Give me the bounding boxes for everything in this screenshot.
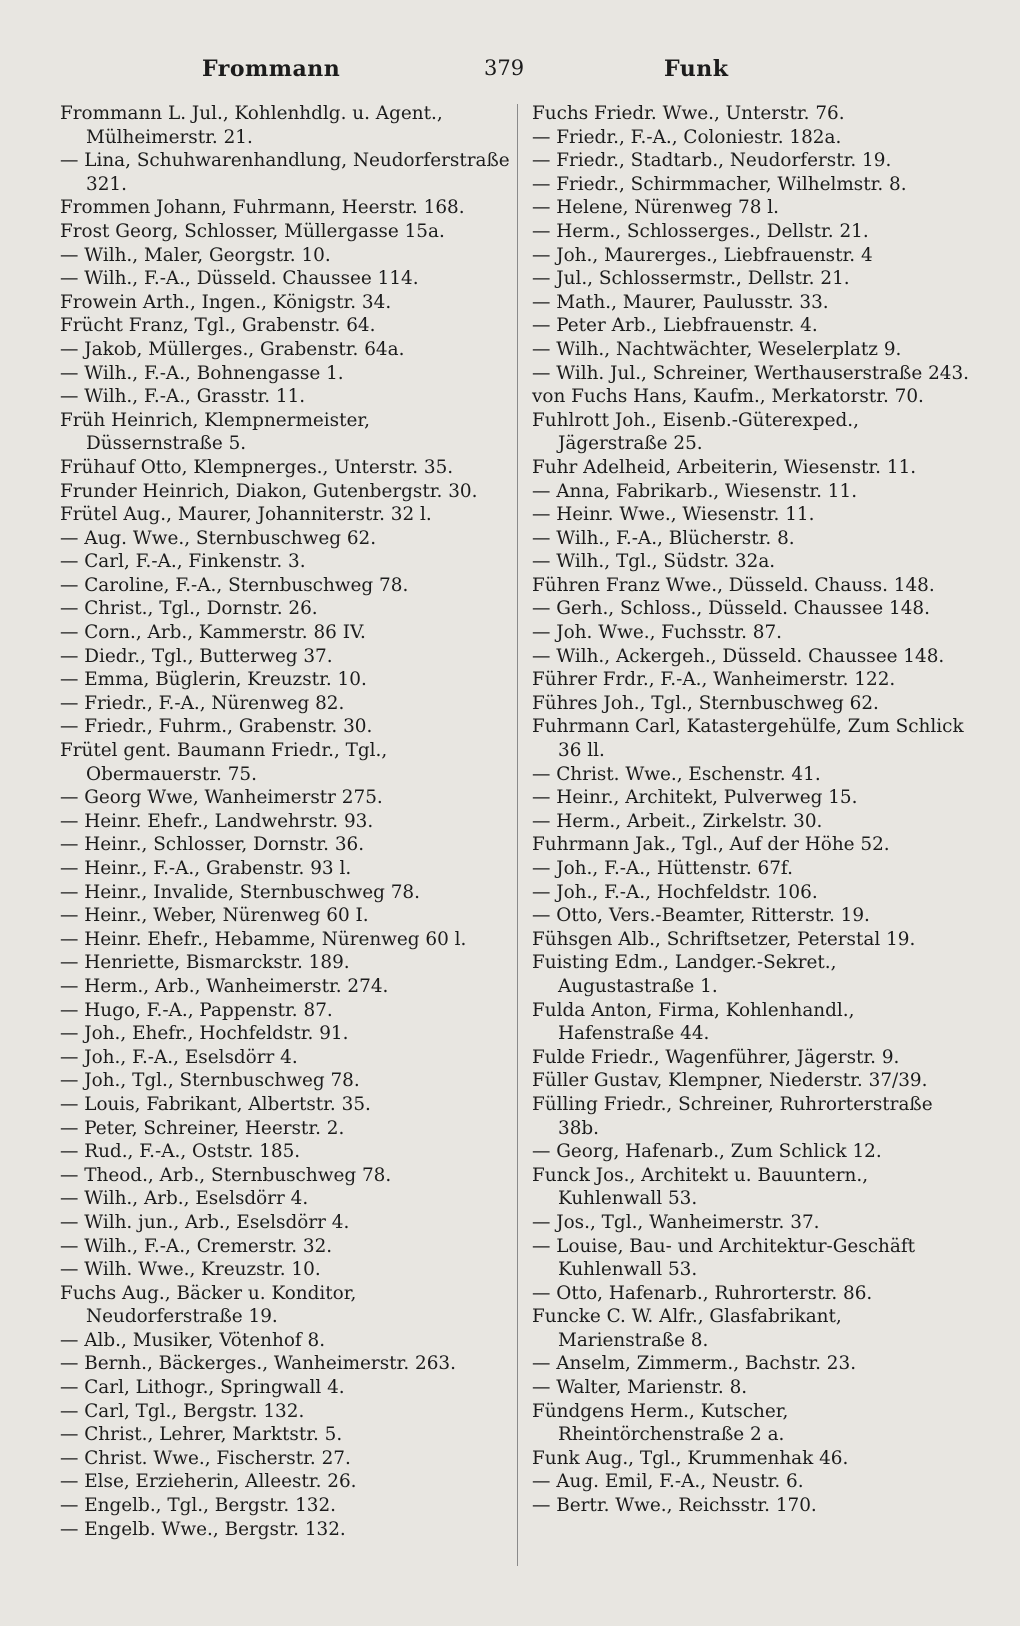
directory-entry: — Christ., Lehrer, Marktstr. 5. xyxy=(60,1424,343,1446)
directory-entry: — Joh. Wwe., Fuchsstr. 87. xyxy=(532,622,783,644)
directory-entry: — Christ., Tgl., Dornstr. 26. xyxy=(60,598,318,620)
directory-entry: — Emma, Büglerin, Kreuzstr. 10. xyxy=(60,669,367,691)
directory-entry: — Heinr., Weber, Nürenweg 60 I. xyxy=(60,905,369,927)
directory-entry: — Hugo, F.-A., Pappenstr. 87. xyxy=(60,999,333,1021)
directory-entry: Funcke C. W. Alfr., Glasfabrikant, Marienstraße 8. xyxy=(532,1306,842,1351)
directory-entry: — Louis, Fabrikant, Albertstr. 35. xyxy=(60,1093,371,1115)
directory-entry: Fühsgen Alb., Schriftsetzer, Peterstal 19. xyxy=(532,928,916,950)
header-right-keyword: Funk xyxy=(664,56,729,82)
directory-entry: — Wilh., F.-A., Bohnengasse 1. xyxy=(60,362,344,384)
directory-entry: Funk Aug., Tgl., Krummenhak 46. xyxy=(532,1447,849,1469)
directory-entry: — Jakob, Müllerges., Grabenstr. 64a. xyxy=(60,338,405,360)
directory-entry: — Heinr., Schlosser, Dornstr. 36. xyxy=(60,834,365,856)
left-column xyxy=(60,102,510,1541)
directory-entry: Frütel gent. Baumann Friedr., Tgl., Obermauerstr. 75. xyxy=(60,740,388,785)
directory-entry: — Lina, Schuhwarenhandlung, Neudorferstraße 321. xyxy=(60,150,510,195)
directory-entry: Frommen Johann, Fuhrmann, Heerstr. 168. xyxy=(60,197,465,219)
directory-entry: — Gerh., Schloss., Düsseld. Chaussee 148. xyxy=(532,598,930,620)
directory-entry: — Louise, Bau- und Architektur-Geschäft Kuhlenwall 53. xyxy=(532,1235,916,1281)
directory-entry: Fülling Friedr., Schreiner, Ruhrorterstraße 38b. xyxy=(532,1093,933,1139)
directory-entry: — Otto, Hafenarb., Ruhrorterstr. 86. xyxy=(532,1282,873,1304)
directory-entry: — Diedr., Tgl., Butterweg 37. xyxy=(60,645,333,667)
directory-entry: Fuisting Edm., Landger.-Sekret., Augustastraße 1. xyxy=(532,952,837,997)
directory-entry: — Bertr. Wwe., Reichsstr. 170. xyxy=(532,1495,817,1517)
directory-entry: — Aug. Wwe., Sternbuschweg 62. xyxy=(60,527,377,549)
directory-entry: — Rud., F.-A., Oststr. 185. xyxy=(60,1141,301,1163)
directory-entry: Früh Heinrich, Klempnermeister, Düssernstraße 5. xyxy=(60,409,371,455)
directory-entry: — Jos., Tgl., Wanheimerstr. 37. xyxy=(532,1211,820,1233)
directory-entry: — Carl, Tgl., Bergstr. 132. xyxy=(60,1400,305,1422)
directory-entry: Funck Jos., Architekt u. Bauuntern., Kuhlenwall 53. xyxy=(532,1164,869,1210)
right-column xyxy=(532,102,972,1518)
directory-entry: — Wilh., Tgl., Südstr. 32a. xyxy=(532,551,776,573)
directory-entry: — Wilh., Ackergeh., Düsseld. Chaussee 148. xyxy=(532,645,945,667)
directory-entry: — Friedr., Fuhrm., Grabenstr. 30. xyxy=(60,716,373,738)
directory-entry: — Henriette, Bismarckstr. 189. xyxy=(60,952,350,974)
directory-entry: — Herm., Schlosserges., Dellstr. 21. xyxy=(532,220,869,242)
directory-entry: — Alb., Musiker, Vötenhof 8. xyxy=(60,1329,326,1351)
directory-entry: — Friedr., F.-A., Nürenweg 82. xyxy=(60,692,345,714)
directory-entry: — Wilh., F.-A., Grasstr. 11. xyxy=(60,386,306,408)
directory-entry: — Wilh., F.-A., Düsseld. Chaussee 114. xyxy=(60,268,419,290)
directory-entry: — Jul., Schlossermstr., Dellstr. 21. xyxy=(532,268,850,290)
directory-entry: Führen Franz Wwe., Düsseld. Chauss. 148. xyxy=(532,574,935,596)
directory-entry: Fuhrmann Carl, Katastergehülfe, Zum Schlick 36 ll. xyxy=(532,716,964,762)
directory-entry: Frücht Franz, Tgl., Grabenstr. 64. xyxy=(60,315,376,337)
directory-entry: — Otto, Vers.-Beamter, Ritterstr. 19. xyxy=(532,905,870,927)
directory-entry: Fuchs Aug., Bäcker u. Konditor, Neudorferstraße 19. xyxy=(60,1282,357,1328)
directory-entry: Führes Joh., Tgl., Sternbuschweg 62. xyxy=(532,692,879,714)
directory-entry: Frühauf Otto, Klempnerges., Unterstr. 35. xyxy=(60,456,454,478)
directory-entry: — Wilh., Nachtwächter, Weselerplatz 9. xyxy=(532,338,902,360)
directory-entry: Frommann L. Jul., Kohlenhdlg. u. Agent., Mülheimerstr. 21. xyxy=(60,103,443,148)
directory-entry: — Carl, F.-A., Finkenstr. 3. xyxy=(60,551,306,573)
directory-entry: Fulda Anton, Firma, Kohlenhandl., Hafenstraße 44. xyxy=(532,999,855,1045)
directory-entry: — Wilh., F.-A., Blücherstr. 8. xyxy=(532,527,795,549)
directory-entry: — Joh., F.-A., Eselsdörr 4. xyxy=(60,1046,298,1068)
directory-entry: — Wilh., F.-A., Cremerstr. 32. xyxy=(60,1235,333,1257)
directory-entry: Fuhr Adelheid, Arbeiterin, Wiesenstr. 11. xyxy=(532,456,917,478)
directory-entry: Frütel Aug., Maurer, Johanniterstr. 32 l. xyxy=(60,504,432,526)
directory-entry: — Heinr., Invalide, Sternbuschweg 78. xyxy=(60,881,420,903)
directory-entry: — Wilh. Wwe., Kreuzstr. 10. xyxy=(60,1259,321,1281)
directory-entry: — Carl, Lithogr., Springwall 4. xyxy=(60,1377,345,1399)
directory-entry: — Herm., Arbeit., Zirkelstr. 30. xyxy=(532,810,823,832)
directory-entry: — Friedr., Schirmmacher, Wilhelmstr. 8. xyxy=(532,173,907,195)
directory-entry: — Aug. Emil, F.-A., Neustr. 6. xyxy=(532,1471,804,1493)
page-header xyxy=(0,56,1020,88)
directory-entry: — Math., Maurer, Paulusstr. 33. xyxy=(532,291,829,313)
directory-entry: Fuhlrott Joh., Eisenb.-Güterexped., Jägerstraße 25. xyxy=(532,409,859,455)
directory-entry: Fuchs Friedr. Wwe., Unterstr. 76. xyxy=(532,103,845,124)
directory-entry: von Fuchs Hans, Kaufm., Merkatorstr. 70. xyxy=(532,386,924,408)
directory-entry: — Heinr., F.-A., Grabenstr. 93 l. xyxy=(60,858,352,879)
header-left-keyword: Frommann xyxy=(202,56,341,82)
directory-entry: — Peter Arb., Liebfrauenstr. 4. xyxy=(532,315,818,337)
directory-entry: — Christ. Wwe., Eschenstr. 41. xyxy=(532,763,821,785)
directory-entry: — Joh., Tgl., Sternbuschweg 78. xyxy=(60,1070,360,1092)
directory-entry: — Christ. Wwe., Fischerstr. 27. xyxy=(60,1447,351,1469)
directory-entry: — Caroline, F.-A., Sternbuschweg 78. xyxy=(60,574,409,596)
directory-entry: — Wilh. jun., Arb., Eselsdörr 4. xyxy=(60,1211,350,1233)
page-number: 379 xyxy=(484,56,525,80)
directory-entry: — Engelb., Tgl., Bergstr. 132. xyxy=(60,1495,337,1517)
directory-entry: Frost Georg, Schlosser, Müllergasse 15a. xyxy=(60,220,445,242)
directory-entry: — Joh., Ehefr., Hochfeldstr. 91. xyxy=(60,1023,349,1045)
directory-entry: — Anselm, Zimmerm., Bachstr. 23. xyxy=(532,1353,857,1375)
directory-entry: — Georg Wwe, Wanheimerstr 275. xyxy=(60,787,383,809)
directory-entry: — Wilh., Maler, Georgstr. 10. xyxy=(60,244,331,266)
directory-entry: — Wilh., Arb., Eselsdörr 4. xyxy=(60,1188,309,1210)
directory-entry: — Heinr. Ehefr., Landwehrstr. 93. xyxy=(60,810,374,832)
directory-entry: — Engelb. Wwe., Bergstr. 132. xyxy=(60,1518,346,1540)
directory-entry: Führer Frdr., F.-A., Wanheimerstr. 122. xyxy=(532,669,896,691)
directory-entry: — Georg, Hafenarb., Zum Schlick 12. xyxy=(532,1141,882,1163)
directory-entry: — Helene, Nürenweg 78 l. xyxy=(532,197,780,219)
directory-entry: — Herm., Arb., Wanheimerstr. 274. xyxy=(60,975,389,997)
directory-entry: — Joh., F.-A., Hochfeldstr. 106. xyxy=(532,881,818,903)
directory-entry: — Joh., Maurerges., Liebfrauenstr. 4 xyxy=(532,244,873,266)
directory-entry: — Bernh., Bäckerges., Wanheimerstr. 263. xyxy=(60,1353,456,1375)
directory-entry: — Else, Erzieherin, Alleestr. 26. xyxy=(60,1471,357,1493)
directory-entry: — Wilh. Jul., Schreiner, Werthauserstraße 243. xyxy=(532,362,970,384)
directory-entry: — Corn., Arb., Kammerstr. 86 IV. xyxy=(60,622,366,644)
directory-entry: — Heinr. Ehefr., Hebamme, Nürenweg 60 l. xyxy=(60,928,467,950)
directory-entry: Füller Gustav, Klempner, Niederstr. 37/39. xyxy=(532,1070,928,1092)
directory-entry: — Friedr., F.-A., Coloniestr. 182a. xyxy=(532,126,842,148)
directory-entry: Fündgens Herm., Kutscher, Rheintörchenstraße 2 a. xyxy=(532,1400,789,1446)
directory-entry: — Heinr., Architekt, Pulverweg 15. xyxy=(532,787,858,809)
directory-entry: Fulde Friedr., Wagenführer, Jägerstr. 9. xyxy=(532,1046,900,1068)
directory-entry: Fuhrmann Jak., Tgl., Auf der Höhe 52. xyxy=(532,834,890,856)
directory-entry: — Walter, Marienstr. 8. xyxy=(532,1377,748,1399)
directory-entry: — Friedr., Stadtarb., Neudorferstr. 19. xyxy=(532,150,892,172)
directory-entry: — Theod., Arb., Sternbuschweg 78. xyxy=(60,1164,392,1186)
directory-entry: Frowein Arth., Ingen., Königstr. 34. xyxy=(60,291,392,313)
directory-entry: — Joh., F.-A., Hüttenstr. 67f. xyxy=(532,858,793,879)
directory-entry: — Peter, Schreiner, Heerstr. 2. xyxy=(60,1117,345,1139)
directory-entry: Frunder Heinrich, Diakon, Gutenbergstr. 30. xyxy=(60,480,478,502)
column-divider xyxy=(517,104,518,1566)
directory-entry: — Heinr. Wwe., Wiesenstr. 11. xyxy=(532,504,815,526)
directory-entry: — Anna, Fabrikarb., Wiesenstr. 11. xyxy=(532,480,858,502)
